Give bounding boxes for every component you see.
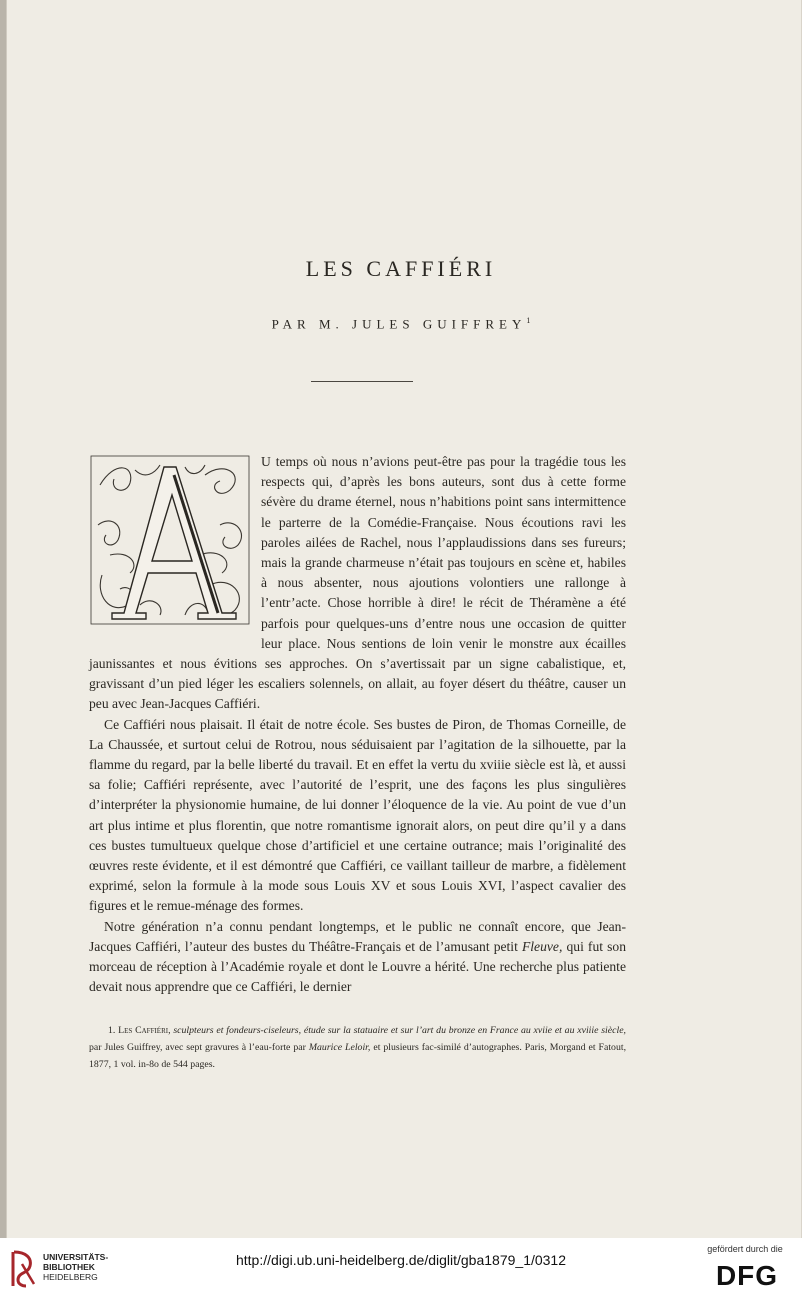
article-title: LES CAFFIÉRI [305,256,497,281]
footnote [89,1022,626,1073]
sponsor-label: gefördert durch die [707,1244,783,1254]
logo-line-2: BIBLIOTHEK [43,1262,95,1272]
author-name: PAR M. JULES GUIFFREY [271,316,527,332]
footnote-illustrator: Maurice Leloir, [308,1042,371,1053]
footnote-lead: Les Caffiéri, [118,1025,171,1036]
footnote-number: 1. [108,1025,116,1036]
paragraph-3-italic: Fleuve, [521,938,563,954]
footer-bar [0,1238,802,1298]
footnote-by: par Jules Guiffrey, avec sept gravures à l’eau-forte par [89,1042,306,1053]
paragraph-3 [89,917,626,998]
paragraph-3-start: Notre génération n’a connu pendant longtemps, et le public ne connaît encore, que Jean-Jacques Caffiéri, l’auteur des bustes du Théâtre-Français et de l’amusant petit [89,918,626,954]
logo-line-1: UNIVERSITÄTS- [43,1252,109,1262]
logo-line-3: HEIDELBERG [43,1272,98,1282]
article-body [89,452,626,997]
dfg-logo-icon[interactable] [704,1258,790,1292]
paragraph-2: Ce Caffiéri nous plaisait. Il était de notre école. Ses bustes de Piron, de Thomas Corneille, de La Chaussée, et surtout celui de Rotrou, nous séduisaient par l’agitation de la silhouette, par la flamme du regard, par la belle liberté du travail. Et en effet la vertu du xviiie siècle est là, et aussi sa folie; Caffiéri représente, avec l’autorité de l’esprit, une des façons les plus singulières d’interpréter la physionomie humaine, de lui donner l’éloquence de la vie. Au point de vue d’un art plus intime et plus florentin, que notre romantisme ignorait alors, on peut dire qu’il y a dans ces bustes tumultueux quelque chose d’artificiel et une certaine outrance; mais l’originalité des œuvres reste évidente, et il est démontré que Caffiéri, ce vaillant tailleur de marbre, a fidèlement exprimé, selon la formule à la mode sous Louis XV et sous Louis XVI, l’aspect cavalier des figures et le remue-ménage des formes. [89,716,626,914]
title-rule [311,381,413,382]
dropcap-space [89,452,261,634]
svg-text:DFG: DFG [715,1260,779,1291]
footnote-rest: et plusieurs fac-similé d’autographes. Paris, Morgand et Fatout, 1877, 1 vol. in-8o de 544 pages. [89,1042,627,1070]
page-url-link[interactable]: http://digi.ub.uni-heidelberg.de/diglit/gba1879_1/0312 [235,1252,567,1268]
paragraph-1-lead: U [261,454,271,469]
paragraph-3-end: qui fut son morceau de réception à l’Académie royale et dont le Louvre a hérité. Une recherche plus patiente devait nous apprendre que ce Caffiéri, le dernier [89,938,627,995]
author-line [0,316,802,332]
footnote-marker: 1 [526,316,531,325]
paragraph-1-text: temps où nous n’avions peut-être pas pour la tragédie tous les respects qui, d’après les bons auteurs, sont dus à cette forme sévère du drame éternel, nous n’habitions point sans intermittence le parterre de la Comédie-Française. Nous écoutions ravi les paroles ailées de Rachel, nous l’applaudissions dans ses fureurs; mais la grande charmeuse n’était pas toujours en scène et, habiles à nous absenter, nous ajoutions volontiers une rallonge à l’entr’acte. Chose horrible à dire! le récit de Théramène a été parfois pour quelques-uns d’entre nous une occasion de quitter leur place. Nous sentions de loin venir le monstre aux écailles jaunissantes et nous évitions ses approches. On s’avertissait par un signe cabalistique, et, gravissant d’un pied léger les escaliers solennels, on allait, au foyer désert du théâtre, causer un peu avec Jean-Jacques Caffiéri. [89,454,626,712]
footnote-italic-title: sculpteurs et fondeurs-ciseleurs, étude sur la statuaire et sur l’art du bronze en France au xviie et au xviiie siècle, [173,1025,626,1036]
paragraph-1 [89,452,626,715]
